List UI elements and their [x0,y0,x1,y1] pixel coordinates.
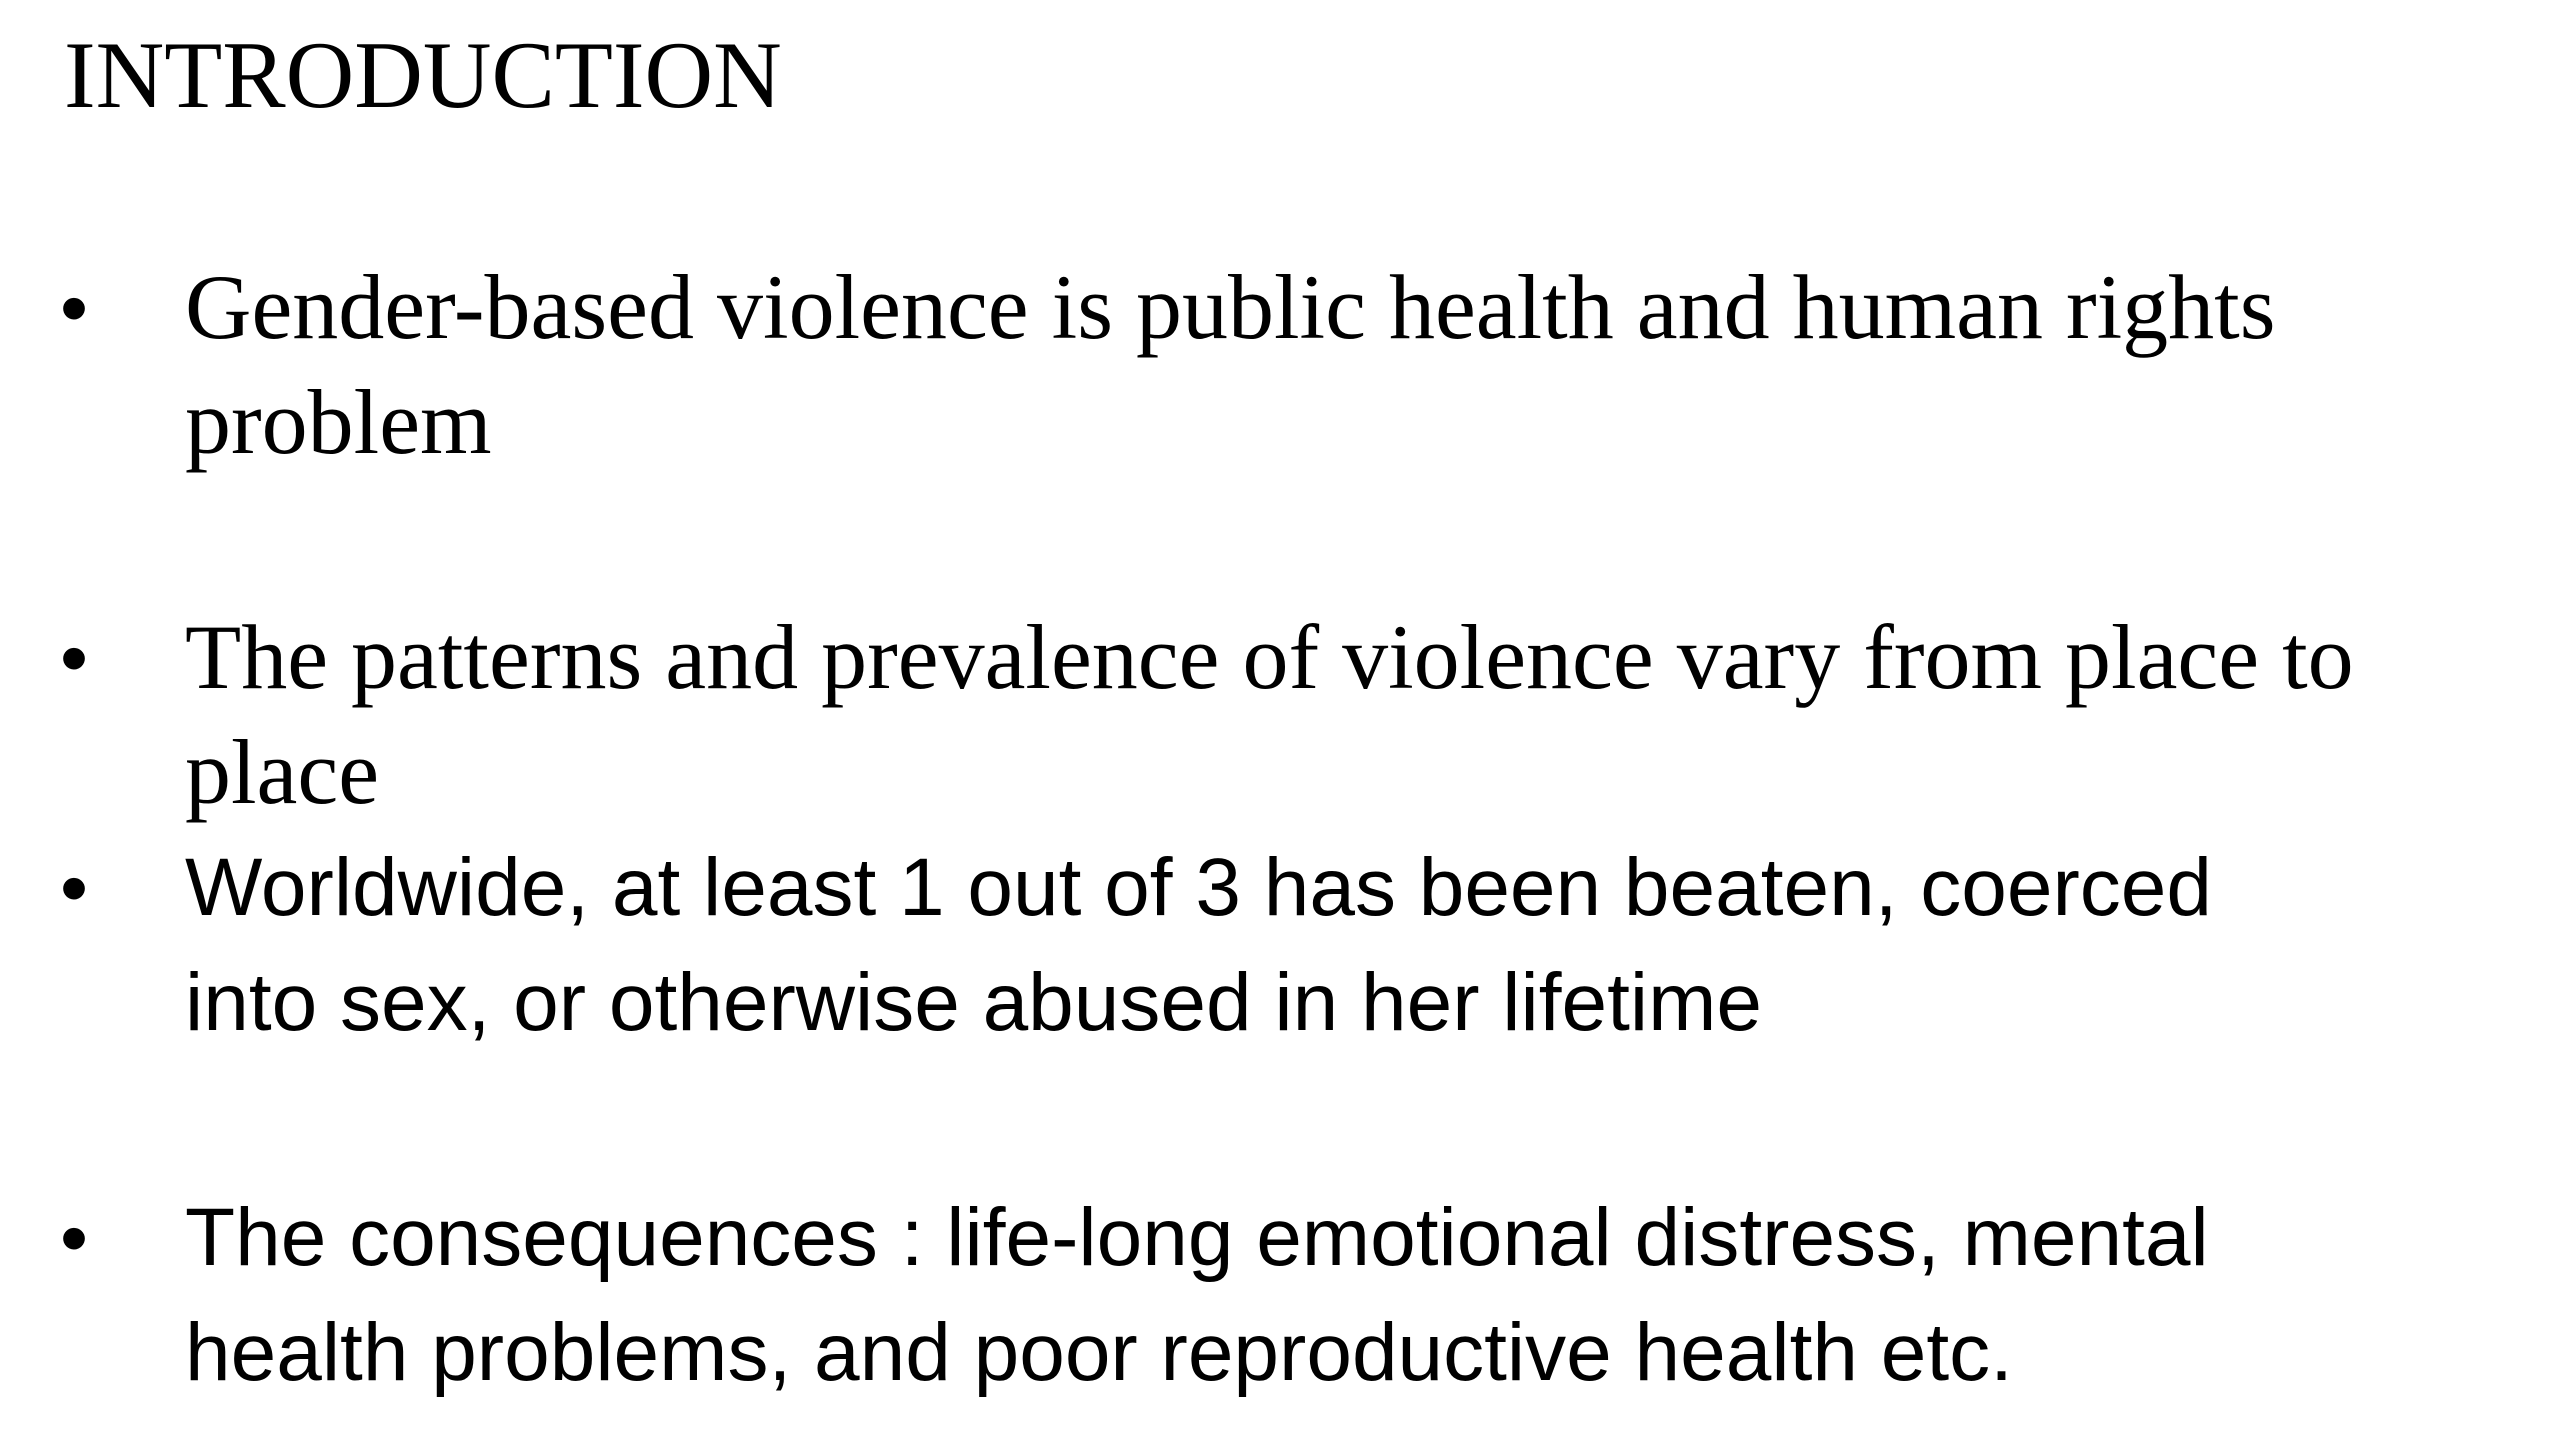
bullet-text [185,600,2505,830]
bullet-line: The consequences : life-long emotional distress, mental [185,1192,2209,1283]
bullet-line: place [185,721,380,823]
bullet-line: health problems, and poor reproductive health etc. [185,1307,2013,1398]
bullet-line: into sex, or otherwise abused in her lifetime [185,957,1763,1048]
bullet-dot-icon: • [60,1193,89,1282]
bullet-dot-icon: • [60,613,89,702]
bullet-line: The patterns and prevalence of violence vary from place to [185,606,2354,708]
bullet-text [185,250,2505,480]
bullet-line: Gender-based violence is public health and human rights [185,256,2276,358]
slide-title: INTRODUCTION [64,22,782,128]
bullet-dot-icon: • [60,263,89,352]
bullet-line: problem [185,371,492,473]
bullet-text [185,1180,2505,1410]
bullet-text [185,830,2505,1060]
bullet-dot-icon: • [60,843,89,932]
bullet-line: Worldwide, at least 1 out of 3 has been beaten, coerced [185,842,2213,933]
